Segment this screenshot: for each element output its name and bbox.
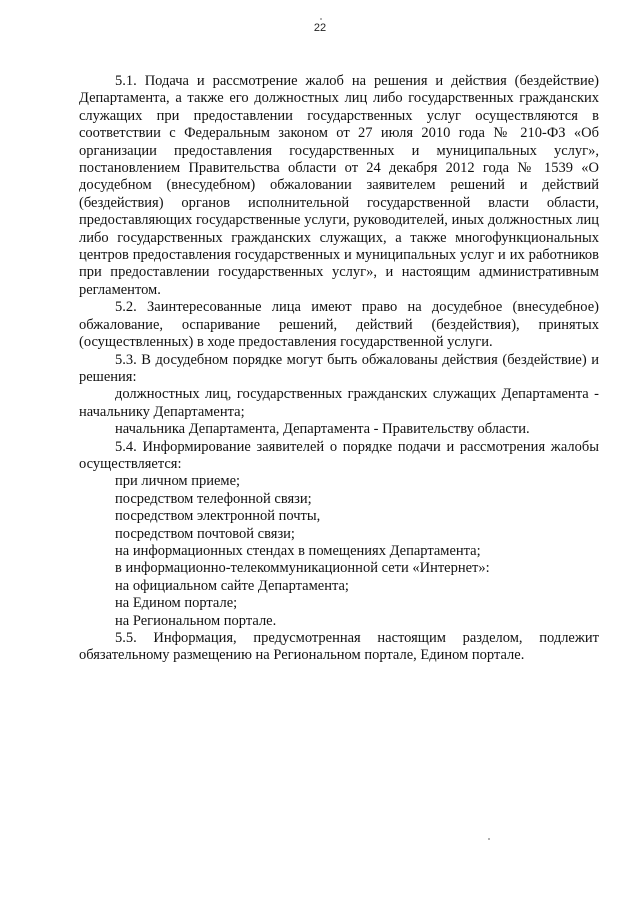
list-item: на официальном сайте Департамента; [115,577,349,594]
list-item: на Едином портале; [115,595,238,612]
list-item: на информационных стендах в помещениях Департамента; [115,542,481,559]
paragraph-5-1: 5.1. Подача и рассмотрение жалоб на решения и действия (бездействие) Департамента, а также его должностных лиц либо государственных гражданских служащих при предоставлении государственных услуг осуществляются в соответствии с Федеральным законом от 27 июля 2010 года № 210-ФЗ «Об организации предоставления государственных и муниципальных услуг», постановлением Правительства области от 24 декабря 2012 года № 1539 «О досудебном (внесудебном) обжаловании заявителем решений и действий (бездействия) органов исполнительной государственной власти области, предоставляющих государственные услуги, руководителей, иных должностных лиц либо государственных гражданских служащих, а также многофункциональных центров предоставления государственных и муниципальных услуг и их работников при предоставлении государственных услуг», и настоящим административным регламентом. [79,73,599,298]
list-item: посредством электронной почты, [115,508,321,525]
paragraph-5-3: 5.3. В досудебном порядке могут быть обжалованы действия (бездействие) и решения: [79,351,599,385]
list-item: в информационно-телекоммуникационной сети «Интернет»: [115,560,490,577]
list-item: начальника Департамента, Департамента - Правительству области. [115,421,530,438]
list-item: посредством почтовой связи; [115,525,295,542]
document-body [79,73,599,665]
scan-speck [488,838,490,840]
list-item: при личном приеме; [115,473,241,490]
list-item: должностных лиц, государственных гражданских служащих Департамента - начальнику Департамента; [79,386,599,420]
list-item: посредством телефонной связи; [115,490,312,507]
paragraph-5-4: 5.4. Информирование заявителей о порядке подачи и рассмотрения жалобы осуществляется: [79,438,599,472]
list-item: на Региональном портале. [115,612,277,629]
page-number: 22 [313,22,327,34]
paragraph-5-5: 5.5. Информация, предусмотренная настоящим разделом, подлежит обязательному размещению на Региональном портале, Едином портале. [79,630,599,664]
paragraph-5-2: 5.2. Заинтересованные лица имеют право на досудебное (внесудебное) обжалование, оспаривание решений, действий (бездействия), принятых (осуществленных) в ходе предоставления государственной услуги. [79,299,599,351]
scan-speck [320,18,322,20]
